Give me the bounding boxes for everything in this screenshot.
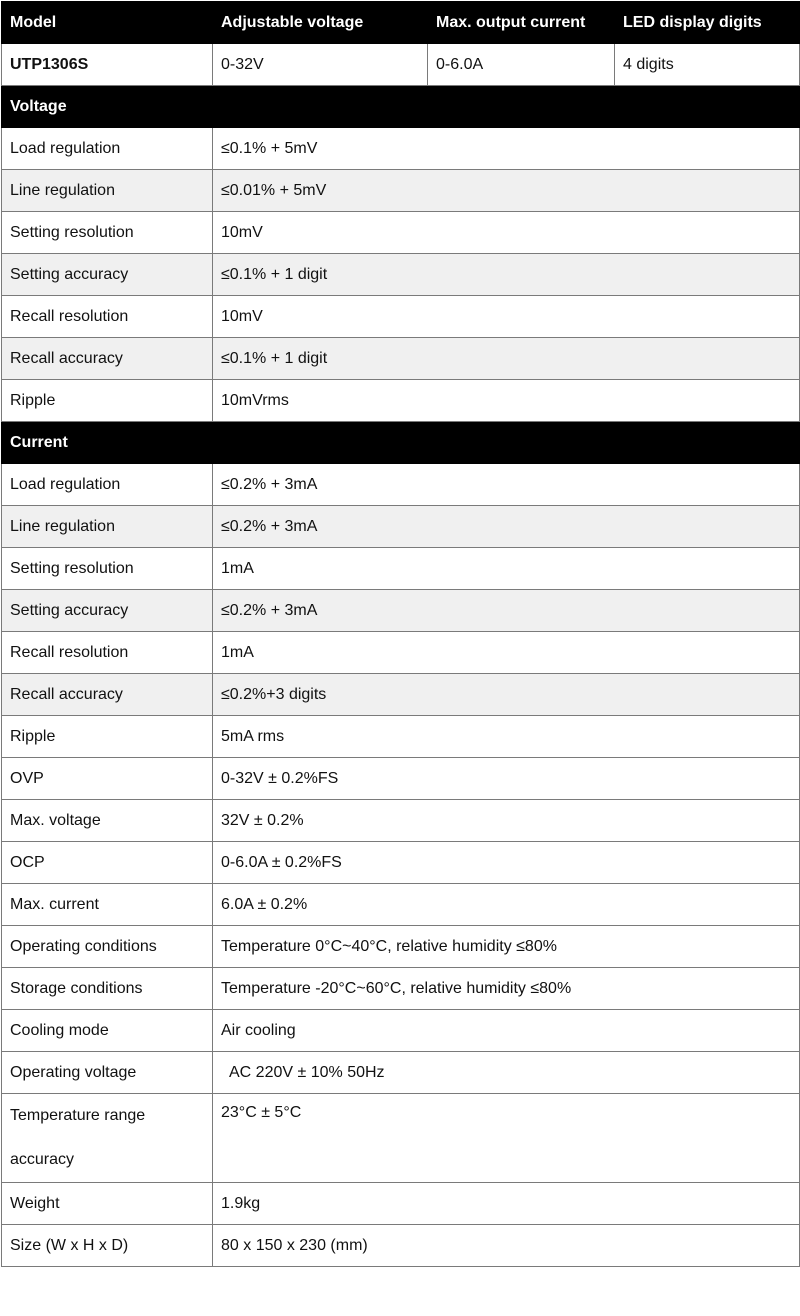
- table-row: [2, 1052, 800, 1094]
- table-row: [2, 926, 800, 968]
- header-model: Model: [2, 2, 213, 44]
- row-value: ≤0.1% + 5mV: [213, 128, 800, 170]
- table-row: [2, 548, 800, 590]
- row-value: 80 x 150 x 230 (mm): [213, 1225, 800, 1267]
- row-label: Size (W x H x D): [2, 1225, 213, 1267]
- model-digits: 4 digits: [615, 44, 800, 86]
- row-value: AC 220V ± 10% 50Hz: [213, 1052, 800, 1094]
- row-label: OVP: [2, 758, 213, 800]
- table-row: [2, 884, 800, 926]
- table-row: [2, 1010, 800, 1052]
- table-row: [2, 632, 800, 674]
- table-row: [2, 968, 800, 1010]
- table-row: [2, 380, 800, 422]
- row-value: 1mA: [213, 548, 800, 590]
- row-label: Line regulation: [2, 506, 213, 548]
- table-row: [2, 464, 800, 506]
- header-led-display-digits: LED display digits: [615, 2, 800, 44]
- row-label: Load regulation: [2, 128, 213, 170]
- table-row: [2, 758, 800, 800]
- row-label: Setting accuracy: [2, 254, 213, 296]
- row-value: Air cooling: [213, 1010, 800, 1052]
- row-value: 23°C ± 5°C: [213, 1094, 800, 1183]
- table-row: [2, 506, 800, 548]
- row-label: Recall resolution: [2, 296, 213, 338]
- row-label: Ripple: [2, 380, 213, 422]
- row-label: Load regulation: [2, 464, 213, 506]
- row-label: Recall accuracy: [2, 338, 213, 380]
- row-label: Ripple: [2, 716, 213, 758]
- row-label: OCP: [2, 842, 213, 884]
- table-row: [2, 842, 800, 884]
- row-label: Line regulation: [2, 170, 213, 212]
- table-row: [2, 800, 800, 842]
- row-value: Temperature 0°C~40°C, relative humidity ≤80%: [213, 926, 800, 968]
- table-row: [2, 674, 800, 716]
- row-value: 10mV: [213, 296, 800, 338]
- row-label: Recall resolution: [2, 632, 213, 674]
- section-title: Voltage: [2, 86, 800, 128]
- model-voltage: 0-32V: [213, 44, 428, 86]
- row-value: ≤0.1% + 1 digit: [213, 338, 800, 380]
- row-value: 1mA: [213, 632, 800, 674]
- row-label: Max. current: [2, 884, 213, 926]
- row-label: Temperature range accuracy: [2, 1094, 213, 1183]
- row-value: 0-6.0A ± 0.2%FS: [213, 842, 800, 884]
- row-value: 6.0A ± 0.2%: [213, 884, 800, 926]
- row-value: 32V ± 0.2%: [213, 800, 800, 842]
- row-value: Temperature -20°C~60°C, relative humidity ≤80%: [213, 968, 800, 1010]
- table-header-row: [2, 2, 800, 44]
- row-label: Cooling mode: [2, 1010, 213, 1052]
- table-row: [2, 296, 800, 338]
- table-row: [2, 254, 800, 296]
- section-current: [2, 422, 800, 464]
- row-value: 0-32V ± 0.2%FS: [213, 758, 800, 800]
- row-value: ≤0.01% + 5mV: [213, 170, 800, 212]
- section-voltage: [2, 86, 800, 128]
- row-label: Max. voltage: [2, 800, 213, 842]
- row-label: Setting resolution: [2, 212, 213, 254]
- section-title: Current: [2, 422, 800, 464]
- row-value: ≤0.1% + 1 digit: [213, 254, 800, 296]
- row-value: 10mVrms: [213, 380, 800, 422]
- model-name: UTP1306S: [2, 44, 213, 86]
- table-row: [2, 1094, 800, 1183]
- table-row: [2, 1183, 800, 1225]
- row-label: Operating voltage: [2, 1052, 213, 1094]
- table-row: [2, 590, 800, 632]
- row-value: ≤0.2%+3 digits: [213, 674, 800, 716]
- row-label: Setting resolution: [2, 548, 213, 590]
- model-current: 0-6.0A: [428, 44, 615, 86]
- row-value: 10mV: [213, 212, 800, 254]
- row-label: Recall accuracy: [2, 674, 213, 716]
- header-max-output-current: Max. output current: [428, 2, 615, 44]
- row-value: 1.9kg: [213, 1183, 800, 1225]
- table-row: [2, 716, 800, 758]
- table-row: [2, 128, 800, 170]
- row-label: Storage conditions: [2, 968, 213, 1010]
- row-label: Operating conditions: [2, 926, 213, 968]
- model-row: [2, 44, 800, 86]
- specification-table: [1, 1, 800, 1267]
- table-row: [2, 1225, 800, 1267]
- table-row: [2, 338, 800, 380]
- table-row: [2, 170, 800, 212]
- row-value: ≤0.2% + 3mA: [213, 464, 800, 506]
- table-row: [2, 212, 800, 254]
- row-value: ≤0.2% + 3mA: [213, 506, 800, 548]
- row-value: 5mA rms: [213, 716, 800, 758]
- row-value: ≤0.2% + 3mA: [213, 590, 800, 632]
- header-adjustable-voltage: Adjustable voltage: [213, 2, 428, 44]
- row-label: Setting accuracy: [2, 590, 213, 632]
- row-label: Weight: [2, 1183, 213, 1225]
